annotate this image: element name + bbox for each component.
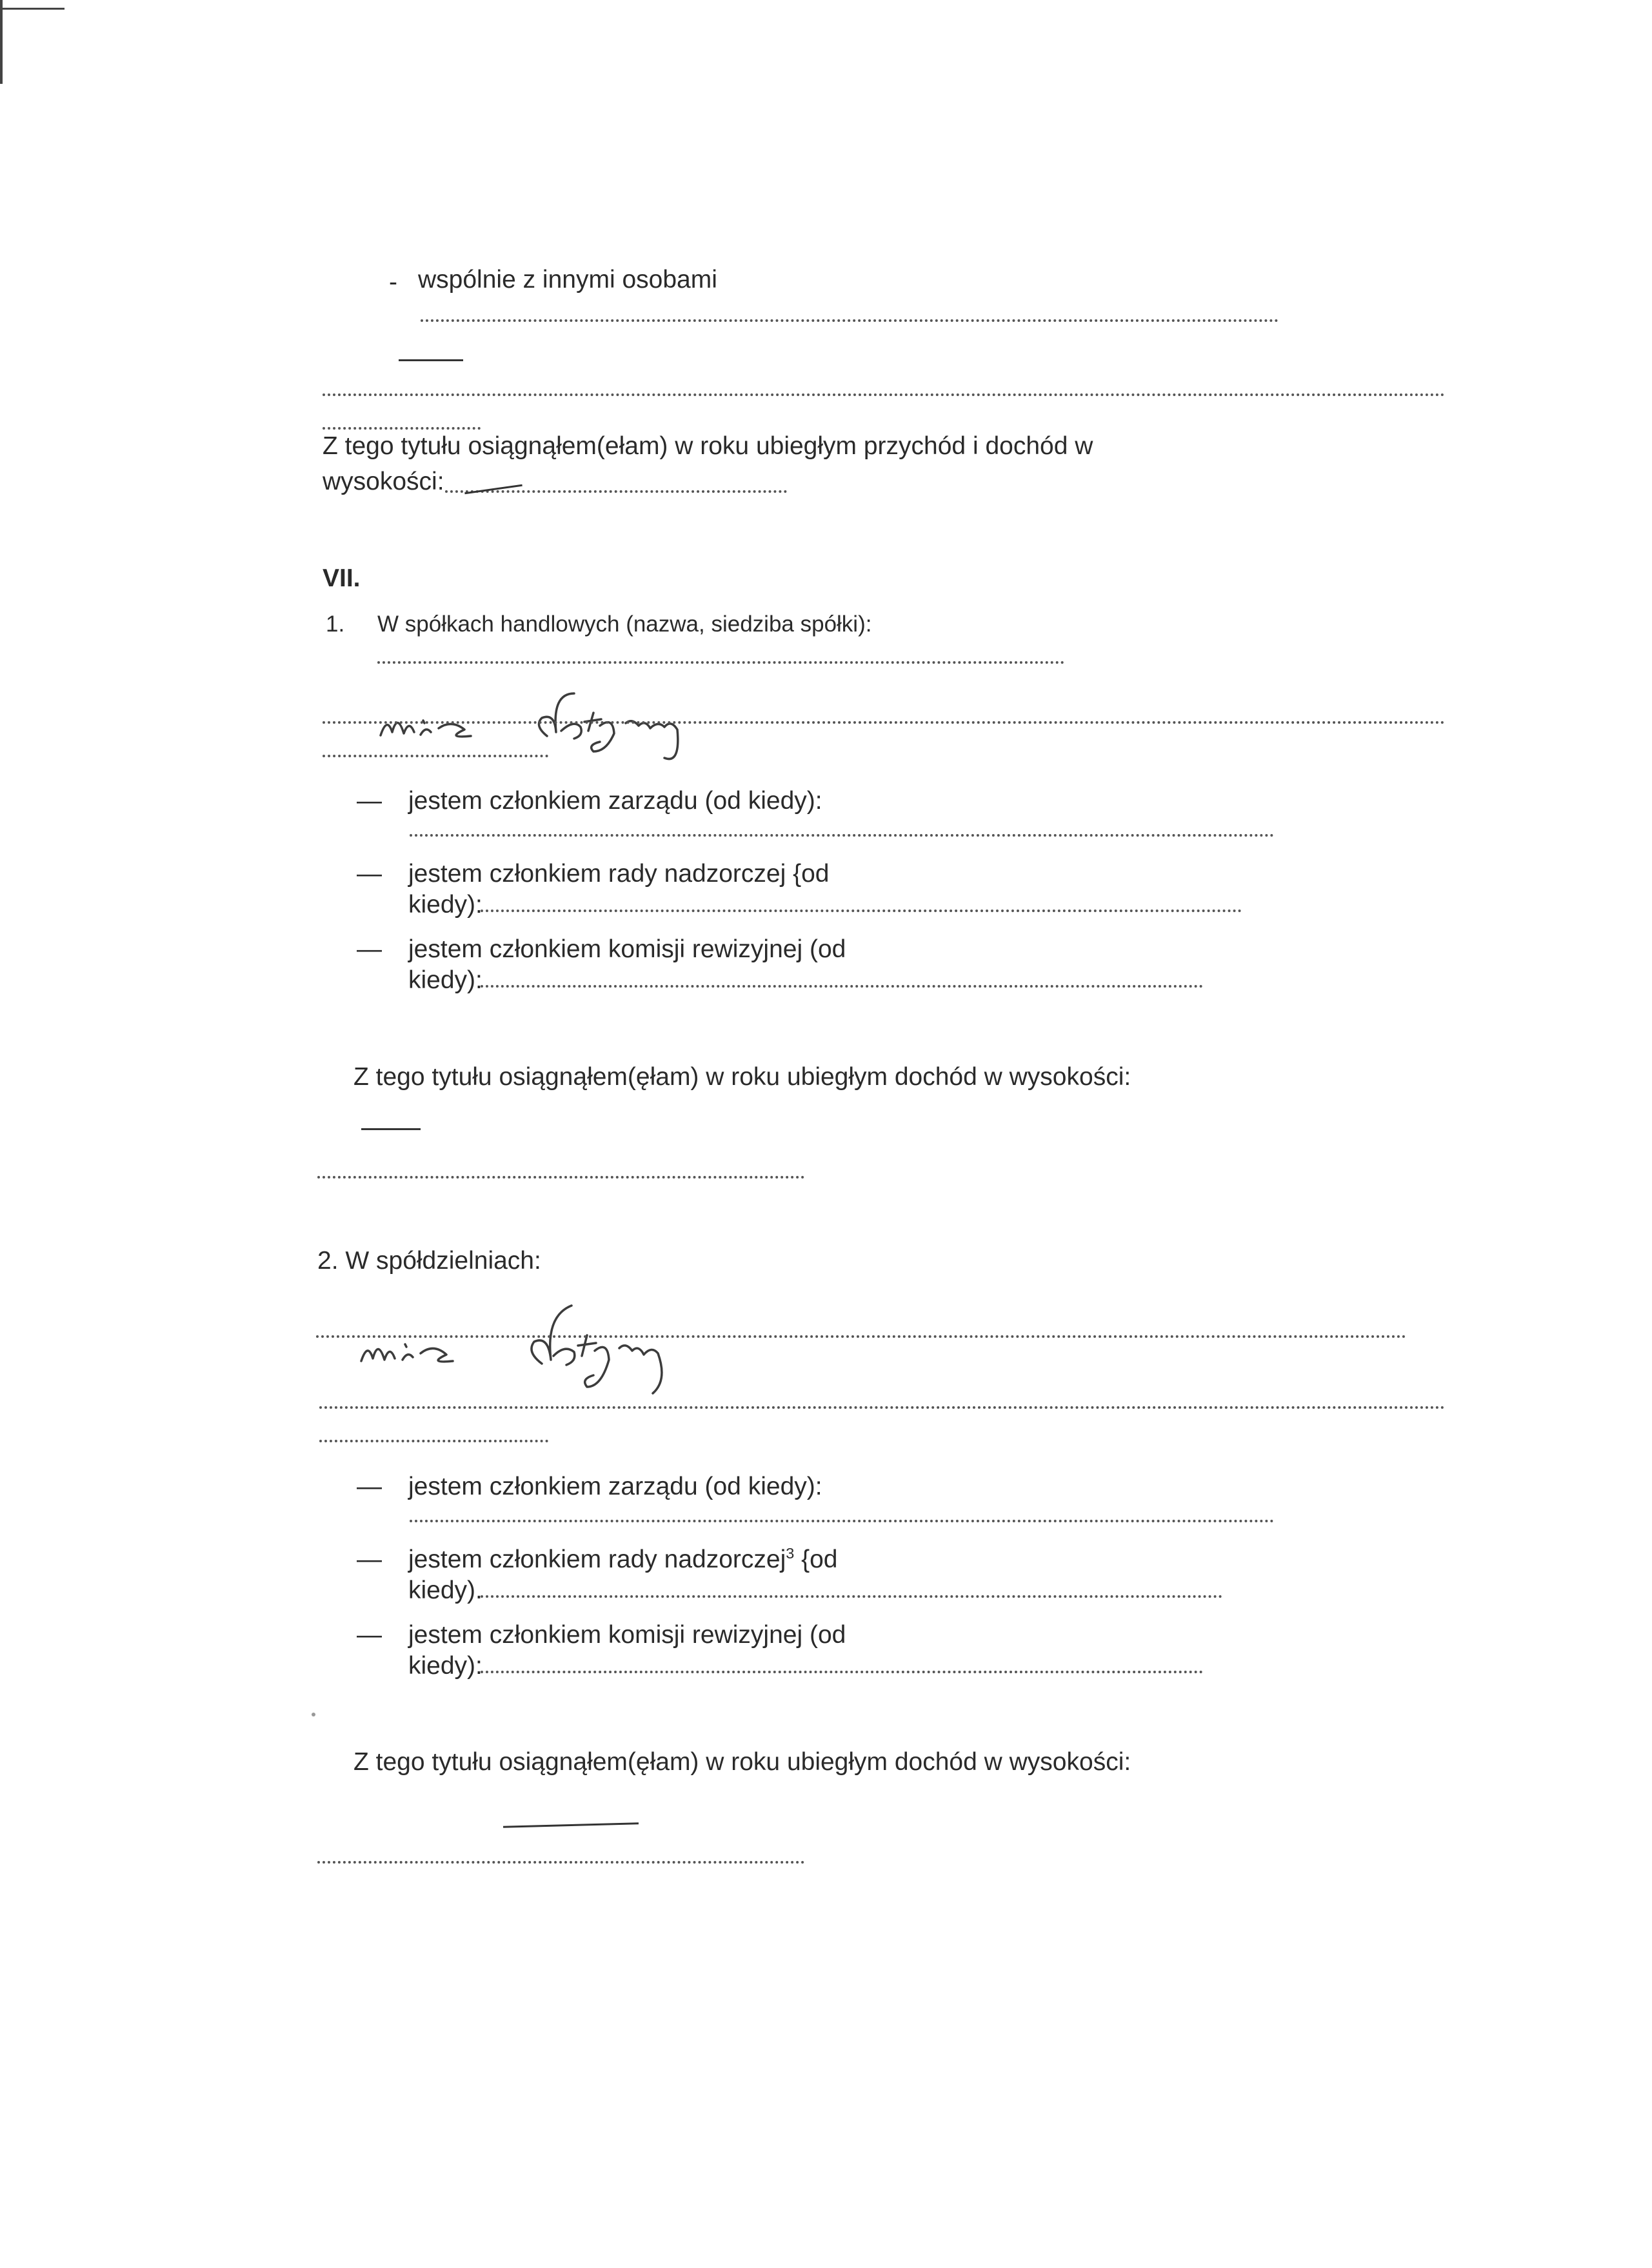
companies-label: W spółkach handlowych (nazwa, siedziba spółki): <box>377 612 872 637</box>
handwritten-nie-dotyczy <box>361 681 826 771</box>
companies-supervisory-label: jestem członkiem rady nadzorczej {od <box>408 860 830 888</box>
cooperatives-audit-label: jestem członkiem komisji rewizyjnej (od <box>408 1621 846 1649</box>
role-dash: — <box>357 860 382 888</box>
cooperatives-audit-since: kiedy): <box>408 1652 483 1680</box>
role-dash: — <box>357 1473 382 1500</box>
role-dash: — <box>357 935 382 963</box>
cooperatives-dotted-line-2 <box>319 1406 1445 1409</box>
companies-audit-label: jestem członkiem komisji rewizyjnej (od <box>408 935 846 963</box>
cooperatives-income-dotted-line <box>317 1861 804 1864</box>
bullet-dash: - <box>389 268 397 296</box>
handwritten-dash <box>361 1128 421 1130</box>
cooperatives-supervisory-dotted-line <box>481 1595 1222 1598</box>
partnership-income-text: Z tego tytułu osiągnąłem(ełam) w roku ubiegłym przychód i dochód w <box>323 432 1093 460</box>
cooperatives-dotted-line-1 <box>316 1335 1406 1338</box>
cooperatives-board-member-label: jestem członkiem zarządu (od kiedy): <box>408 1473 822 1500</box>
scan-corner-mark <box>0 8 65 10</box>
cooperatives-supervisory-label <box>408 1547 838 1572</box>
companies-board-dotted-line <box>410 834 1274 837</box>
companies-audit-dotted-line <box>481 985 1203 988</box>
partnership-income-dotted-line <box>445 490 787 493</box>
scan-speck <box>312 1713 315 1716</box>
role-dash: — <box>357 787 382 815</box>
scan-corner-mark <box>0 0 3 84</box>
cooperatives-supervisory-since: kiedy). <box>408 1577 483 1604</box>
companies-supervisory-dotted-line <box>481 910 1242 912</box>
role-dash: — <box>357 1546 382 1573</box>
handwritten-nie-dotyczy <box>348 1297 813 1406</box>
section-heading: VII. <box>323 564 361 592</box>
cooperatives-dotted-line-3 <box>319 1440 548 1442</box>
companies-dotted-line-2 <box>323 721 1445 724</box>
footnote-marker: 3 <box>786 1545 795 1562</box>
companies-number: 1. <box>326 612 345 637</box>
jointly-dotted-line-3 <box>323 427 481 430</box>
cooperatives-board-dotted-line <box>410 1520 1274 1522</box>
jointly-dotted-line-2 <box>323 393 1445 396</box>
companies-dotted-line-1 <box>377 661 1064 664</box>
jointly-dotted-line <box>421 319 1279 322</box>
companies-dotted-line-3 <box>323 755 548 757</box>
companies-income-dotted-line <box>317 1176 804 1179</box>
cooperatives-label: 2. W spółdzielniach: <box>317 1247 541 1275</box>
handwritten-dash <box>503 1822 639 1827</box>
jointly-label: wspólnie z innymi osobami <box>418 266 717 293</box>
role-dash: — <box>357 1621 382 1649</box>
cooperatives-income-text: Z tego tytułu osiągnąłem(ęłam) w roku ubiegłym dochód w wysokości: <box>353 1748 1131 1776</box>
cooperatives-supervisory-text-end: {od <box>794 1546 838 1573</box>
cooperatives-supervisory-text: jestem członkiem rady nadzorczej <box>408 1546 786 1573</box>
handwritten-dash <box>399 359 463 361</box>
companies-board-member-label: jestem członkiem zarządu (od kiedy): <box>408 787 822 815</box>
partnership-income-amount-label: wysokości: <box>323 468 444 495</box>
companies-income-text: Z tego tytułu osiągnąłem(ęłam) w roku ubiegłym dochód w wysokości: <box>353 1063 1131 1091</box>
companies-audit-since: kiedy): <box>408 966 483 994</box>
companies-supervisory-since: kiedy): <box>408 891 483 919</box>
cooperatives-audit-dotted-line <box>481 1671 1203 1673</box>
